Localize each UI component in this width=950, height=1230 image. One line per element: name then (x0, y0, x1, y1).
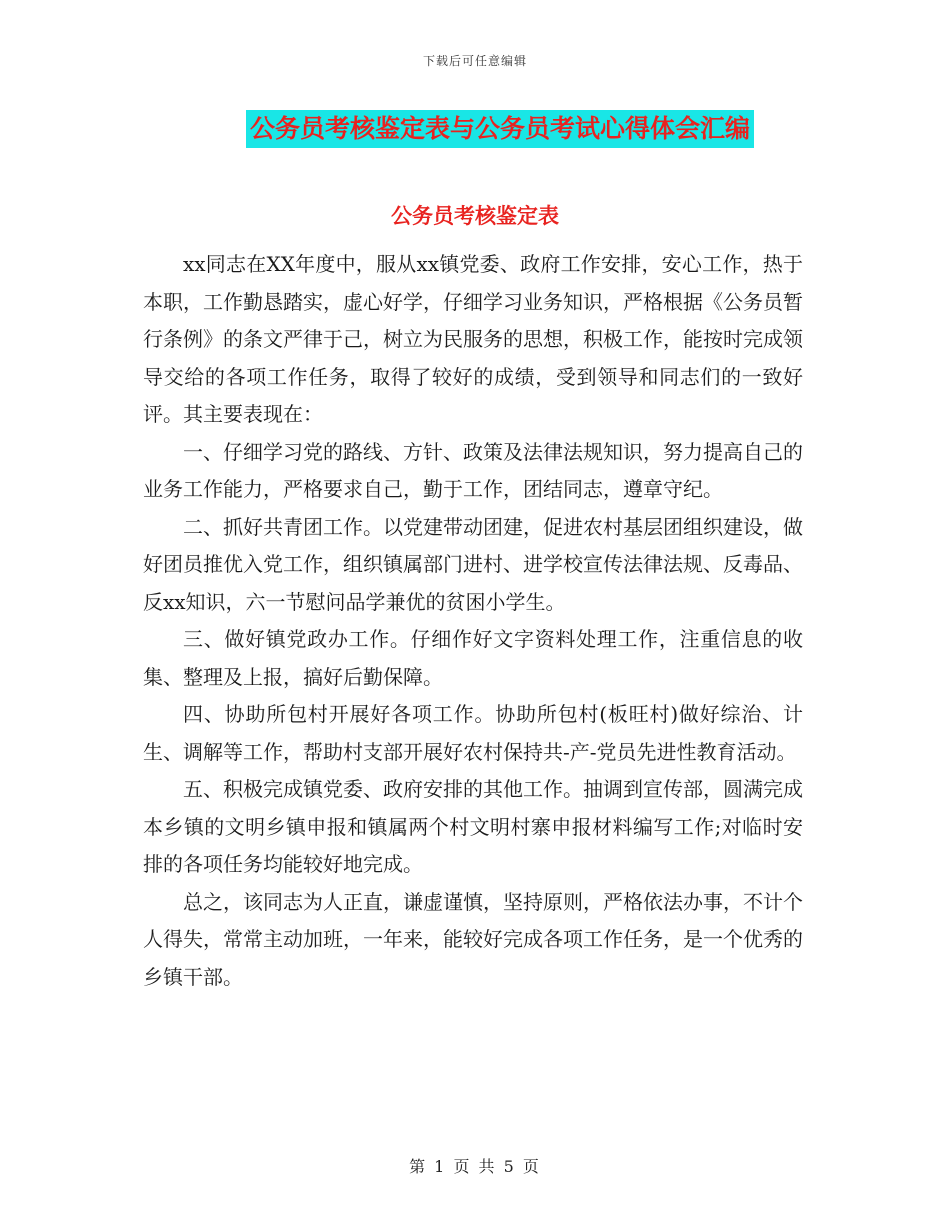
paragraph-item-2: 二、抓好共青团工作。以党建带动团建，促进农村基层团组织建设，做好团员推优入党工作，组织镇属部门进村、进学校宣传法律法规、反毒品、反xx知识，六一节慰问品学兼优的贫困小学生。 (143, 514, 803, 614)
paragraph-item-1: 一、仔细学习党的路线、方针、政策及法律法规知识，努力提高自己的业务工作能力，严格要求自己，勤于工作，团结同志，遵章守纪。 (143, 439, 803, 501)
page-header-note: 下载后可任意编辑 (422, 54, 527, 68)
paragraph-item-5: 五、积极完成镇党委、政府安排的其他工作。抽调到宣传部，圆满完成本乡镇的文明乡镇申报和镇属两个村文明村寨申报材料编写工作;对临时安排的各项任务均能较好地完成。 (143, 777, 803, 876)
document-body (143, 246, 803, 996)
paragraph-summary: 总之，该同志为人正直，谦虚谨慎，坚持原则，严格依法办事，不计个人得失，常常主动加班，一年来，能较好完成各项工作任务，是一个优秀的乡镇干部。 (143, 889, 803, 989)
document-title-text: 公务员考核鉴定表与公务员考试心得体会汇编 (246, 110, 754, 148)
paragraph-item-4: 四、协助所包村开展好各项工作。协助所包村(板旺村)做好综治、计生、调解等工作，帮助村支部开展好农村保持共-产-党员先进性教育活动。 (143, 702, 803, 764)
document-title (0, 110, 950, 148)
paragraph-intro: xx同志在XX年度中，服从xx镇党委、政府工作安排，安心工作，热于本职，工作勤恳踏实，虚心好学，仔细学习业务知识，严格根据《公务员暂行条例》的条文严律于己，树立为民服务的思想，积极工作，能按时完成领导交给的各项工作任务，取得了较好的成绩，受到领导和同志们的一致好评。其主要表现在： (143, 252, 803, 426)
paragraph-item-3: 三、做好镇党政办工作。仔细作好文字资料处理工作，注重信息的收集、整理及上报，搞好后勤保障。 (143, 627, 803, 689)
page-number-footer: 第 1 页 共 5 页 (409, 1157, 541, 1176)
section-title: 公务员考核鉴定表 (391, 204, 559, 228)
